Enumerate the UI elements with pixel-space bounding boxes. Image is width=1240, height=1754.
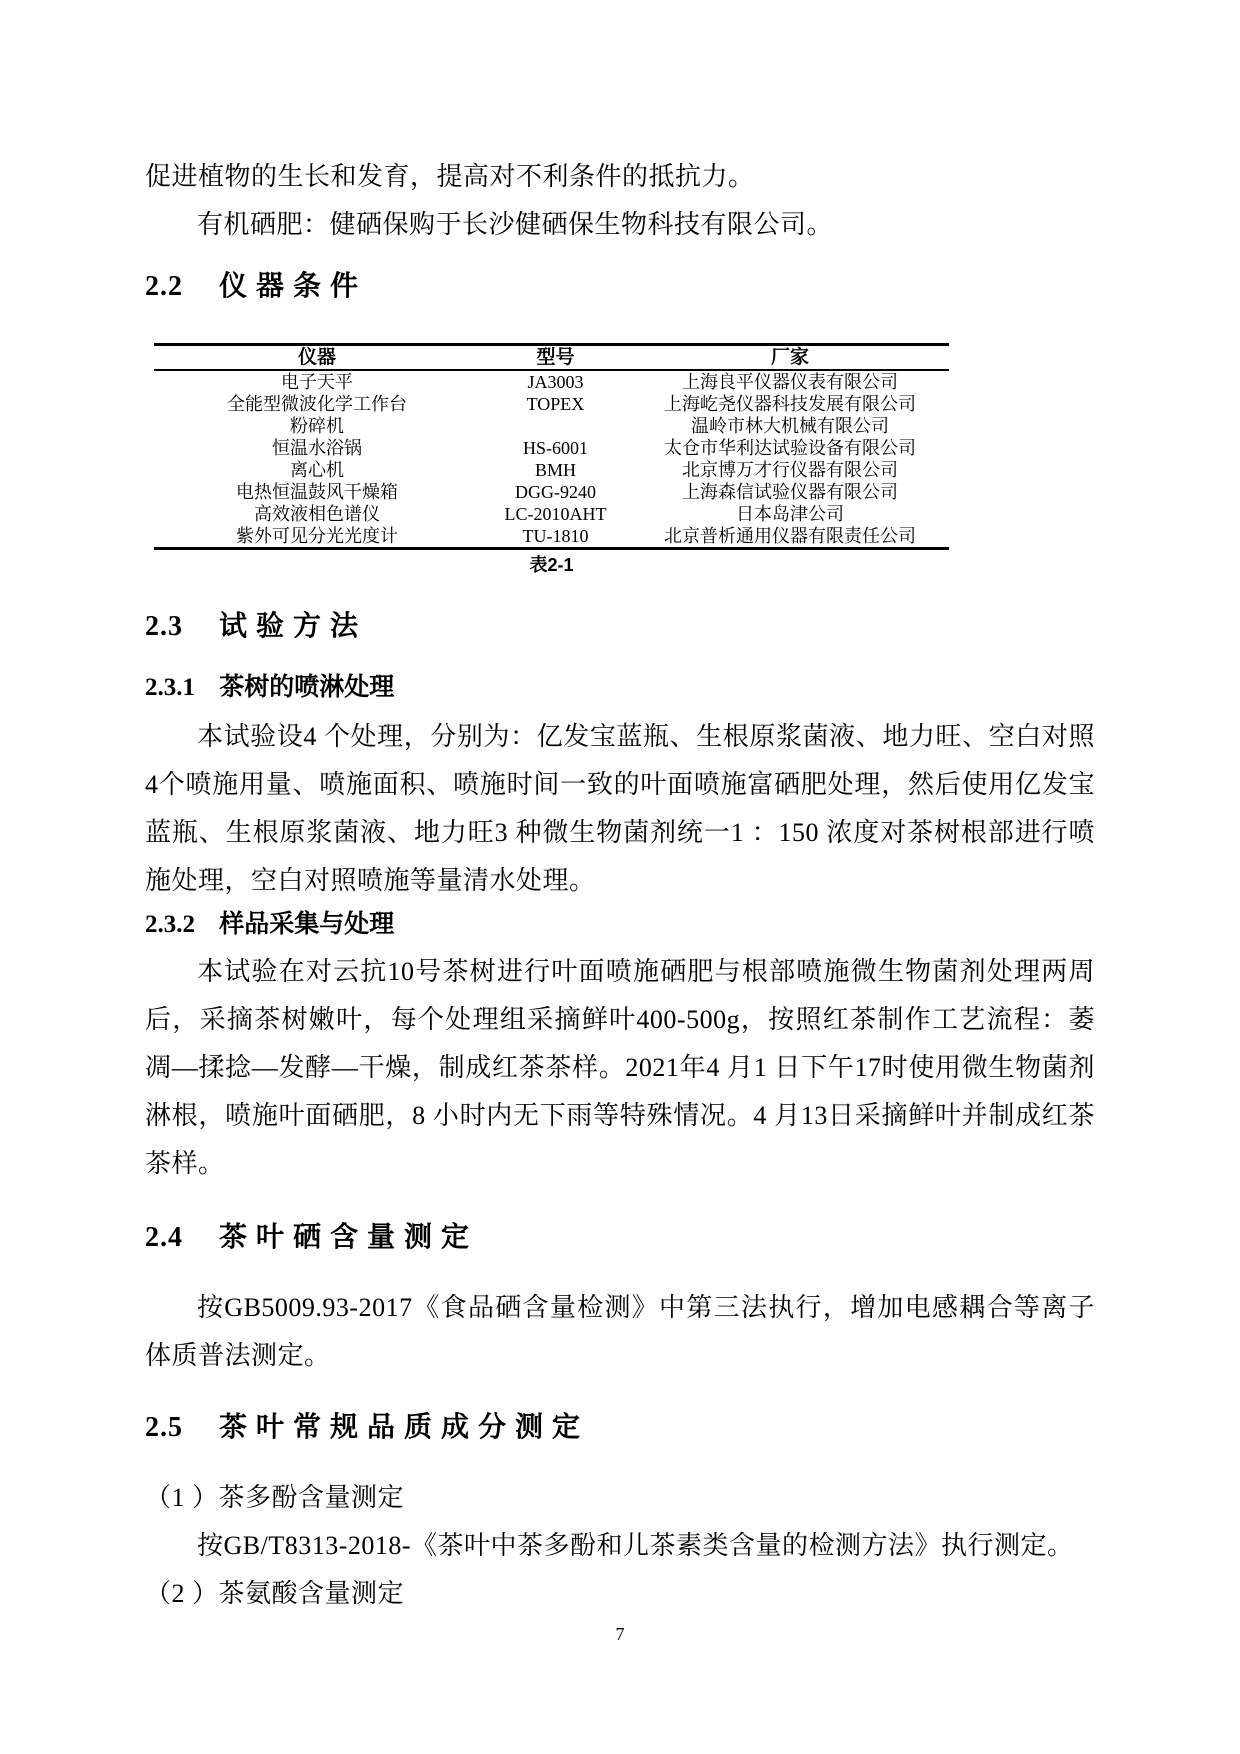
table-cell: 全能型微波化学工作台 xyxy=(226,394,407,414)
section-number: 2.3 xyxy=(145,611,183,642)
table-cell: 电子天平 xyxy=(280,372,353,392)
section-title: 仪 器 条 件 xyxy=(219,271,360,302)
list-item-theanine: （2 ）茶氨酸含量测定 xyxy=(145,1579,405,1608)
list-item-tea-polyphenol: （1 ）茶多酚含量测定 xyxy=(145,1483,405,1512)
section-title: 试 验 方 法 xyxy=(219,611,360,642)
section-number: 2.4 xyxy=(145,1222,183,1253)
table-cell: 太仓市华利达试验设备有限公司 xyxy=(663,438,916,458)
table-caption: 表2-1 xyxy=(529,555,574,575)
table-row xyxy=(154,393,949,415)
section-heading-2-5 xyxy=(145,1408,1095,1448)
table-cell: 北京普析通用仪器有限责任公司 xyxy=(663,526,916,546)
table-row xyxy=(154,370,949,393)
subsection-title: 样品采集与处理 xyxy=(219,911,395,938)
table-cell: BMH xyxy=(534,460,576,480)
table-row xyxy=(154,459,949,481)
table-cell: 高效液相色谱仪 xyxy=(253,504,380,524)
paragraph-selenium-determination: 按GB5009.93-2017《食品硒含量检测》中第三法执行，增加电感耦合等离子体质普法测定。 xyxy=(145,1293,1095,1370)
table-header-instrument: 仪器 xyxy=(154,345,480,371)
table-cell xyxy=(480,415,631,437)
subsection-heading-2-3-2 xyxy=(145,909,1095,941)
section-heading-2-3 xyxy=(145,607,1095,647)
table-cell: 上海屹尧仪器科技发展有限公司 xyxy=(663,394,916,414)
table-row xyxy=(154,525,949,549)
section-number: 2.2 xyxy=(145,271,183,302)
table-cell: 电热恒温鼓风干燥箱 xyxy=(235,482,398,502)
table-cell: 上海良平仪器仪表有限公司 xyxy=(681,372,898,392)
intro-paragraph-continuation: 促进植物的生长和发育，提高对不利条件的抵抗力。 xyxy=(145,162,755,191)
table-cell: 恒温水浴锅 xyxy=(271,438,362,458)
table-cell: 紫外可见分光光度计 xyxy=(235,526,398,546)
instrument-table xyxy=(154,343,949,550)
paragraph-sample-collection: 本试验在对云抗10号茶树进行叶面喷施硒肥与根部喷施微生物菌剂处理两周后，采摘茶树嫩叶，每个处理组采摘鲜叶400-500g，按照红茶制作工艺流程：萎凋—揉捻—发酵—干燥，制成红茶茶样。2021年4 月1 日下午17时使用微生物菌剂淋根，喷施叶面硒肥，8 小时内无下雨等特殊情况。4 月13日采摘鲜叶并制成红茶茶样。 xyxy=(145,957,1095,1178)
table-cell: 北京博万才行仪器有限公司 xyxy=(681,460,898,480)
table-header-manufacturer: 厂家 xyxy=(631,345,949,371)
table-cell: 日本岛津公司 xyxy=(735,504,844,524)
table-cell: 离心机 xyxy=(289,460,344,480)
section-number: 2.5 xyxy=(145,1412,183,1443)
intro-paragraph-organic-se: 有机硒肥：健硒保购于长沙健硒保生物科技有限公司。 xyxy=(197,210,834,239)
section-heading-2-2 xyxy=(145,267,1095,307)
table-row xyxy=(154,503,949,525)
subsection-number: 2.3.2 xyxy=(145,911,195,938)
paragraph-polyphenol-method: 按GB/T8313-2018-《茶叶中茶多酚和儿茶素类含量的检测方法》执行测定。 xyxy=(197,1531,1074,1560)
table-cell: DGG-9240 xyxy=(514,482,596,502)
section-title: 茶 叶 硒 含 量 测 定 xyxy=(219,1222,471,1253)
page-number: 7 xyxy=(615,1624,625,1644)
subsection-title: 茶树的喷淋处理 xyxy=(219,674,395,701)
section-heading-2-4 xyxy=(145,1218,1095,1258)
subsection-number: 2.3.1 xyxy=(145,674,195,701)
table-cell: HS-6001 xyxy=(522,438,588,458)
table-header-row xyxy=(154,345,949,371)
table-row xyxy=(154,481,949,503)
table-row xyxy=(154,437,949,459)
table-cell: LC-2010AHT xyxy=(504,504,607,524)
section-title: 茶 叶 常 规 品 质 成 分 测 定 xyxy=(219,1412,582,1443)
table-cell: TOPEX xyxy=(526,394,585,414)
table-cell: 上海森信试验仪器有限公司 xyxy=(681,482,898,502)
table-header-model: 型号 xyxy=(480,345,631,371)
table-cell: TU-1810 xyxy=(522,526,589,546)
table-row xyxy=(154,415,949,437)
table-cell: 粉碎机 xyxy=(289,416,344,436)
table-cell: JA3003 xyxy=(527,372,584,392)
subsection-heading-2-3-1 xyxy=(145,672,1095,704)
paragraph-spray-treatment: 本试验设4 个处理，分别为：亿发宝蓝瓶、生根原浆菌液、地力旺、空白对照4个喷施用量、喷施面积、喷施时间一致的叶面喷施富硒肥处理，然后使用亿发宝蓝瓶、生根原浆菌液、地力旺3 种微生物菌剂统一1 ：150 浓度对茶树根部进行喷施处理，空白对照喷施等量清水处理。 xyxy=(145,722,1095,895)
table-cell: 温岭市林大机械有限公司 xyxy=(690,416,889,436)
